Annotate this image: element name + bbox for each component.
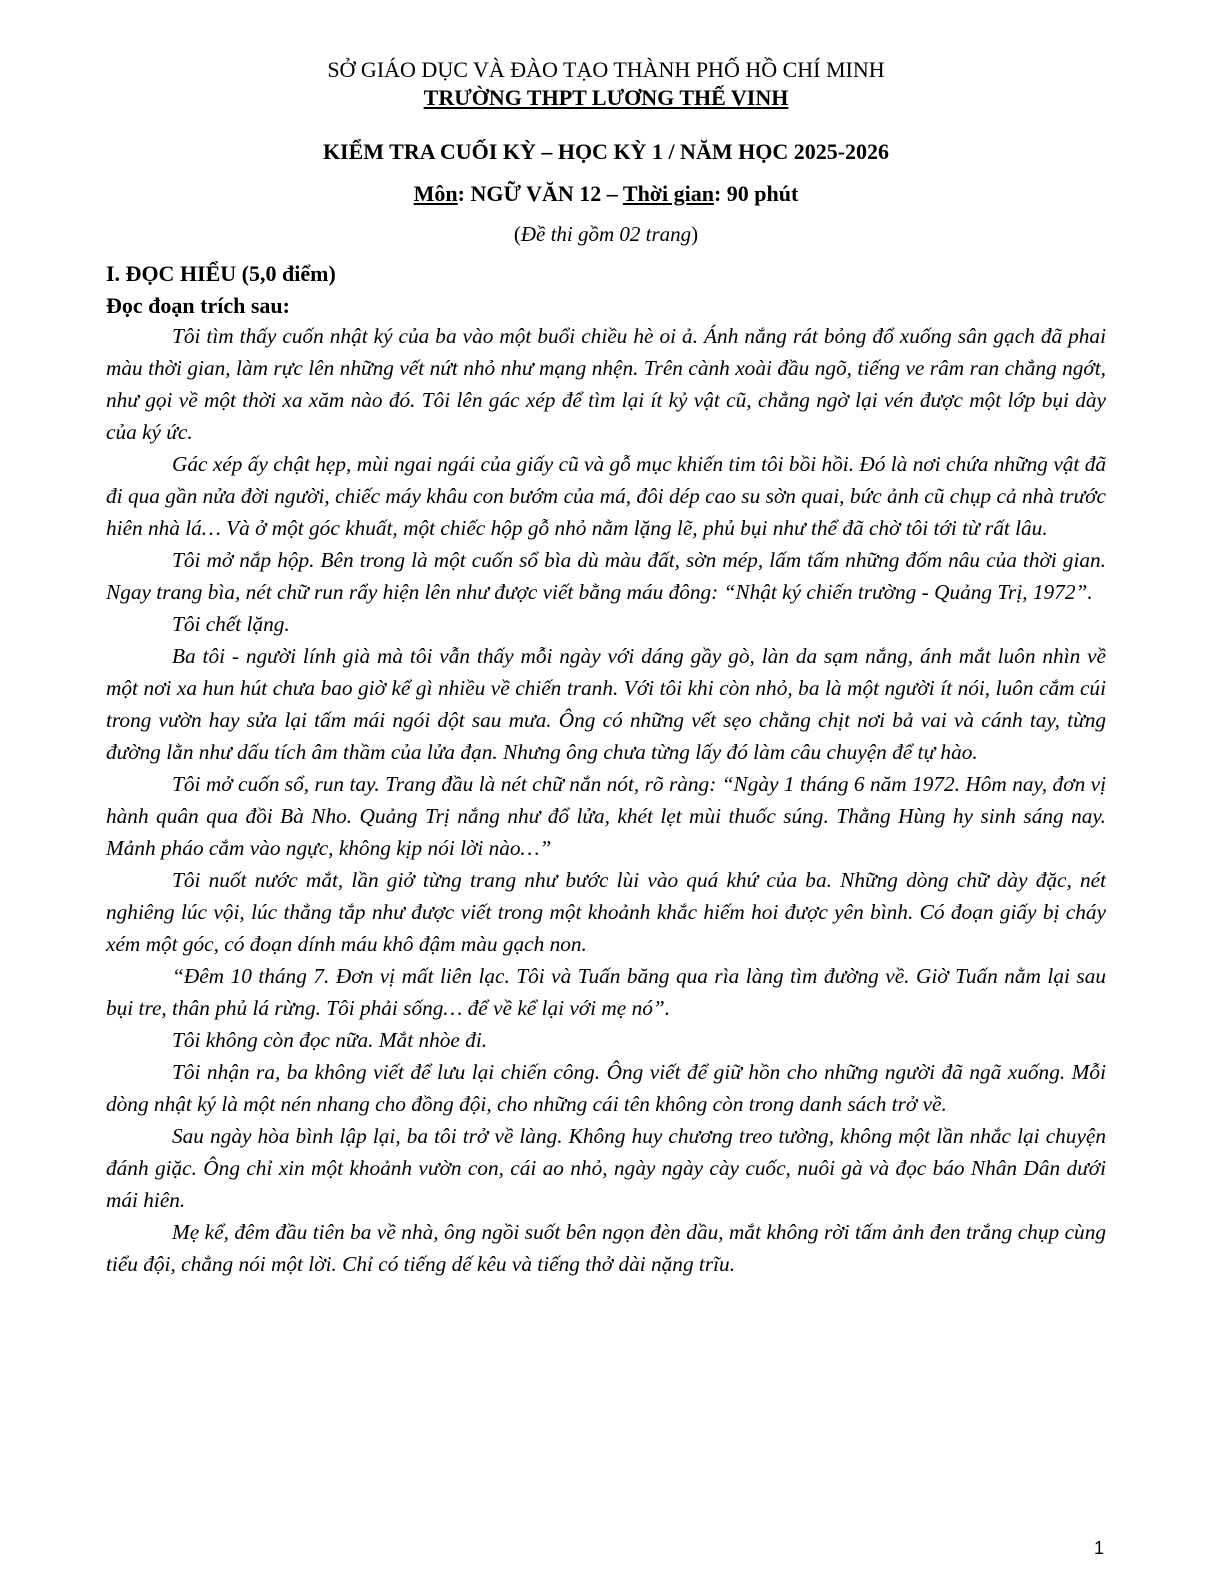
subject-line — [106, 180, 1106, 208]
passage-paragraph: Tôi nhận ra, ba không viết để lưu lại chiến công. Ông viết để giữ hồn cho những người đã ngã xuống. Mỗi dòng nhật ký là một nén nhang cho đồng đội, cho những cái tên không còn trong danh sách trở về. — [106, 1060, 1106, 1116]
section-heading: I. ĐỌC HIỂU (5,0 điểm) — [106, 261, 336, 286]
passage-paragraph: Gác xép ấy chật hẹp, mùi ngai ngái của giấy cũ và gỗ mục khiến tim tôi bồi hồi. Đó là nơi chứa những vật đã đi qua gần nửa đời người, chiếc máy khâu con bướm của má, đôi dép cao su sờn quai, bức ảnh cũ chụp cả nhà trước hiên nhà lá… Và ở một góc khuất, một chiếc hộp gỗ nhỏ nằm lặng lẽ, phủ bụi như thể đã chờ tôi tới từ rất lâu. — [106, 452, 1106, 540]
passage-paragraph: Sau ngày hòa bình lập lại, ba tôi trở về làng. Không huy chương treo tường, không một lần nhắc lại chuyện đánh giặc. Ông chỉ xin một khoảnh vườn con, cái ao nhỏ, ngày ngày cày cuốc, nuôi gà và đọc báo Nhân Dân dưới mái hiên. — [106, 1124, 1106, 1212]
time-label: Thời gian — [622, 181, 714, 206]
reading-instruction: Đọc đoạn trích sau: — [106, 293, 290, 318]
department-name: SỞ GIÁO DỤC VÀ ĐÀO TẠO THÀNH PHỐ HỒ CHÍ MINH — [327, 57, 885, 82]
passage-paragraph: Tôi nuốt nước mắt, lần giở từng trang như bước lùi vào quá khứ của ba. Những dòng chữ dày đặc, nét nghiêng lúc vội, lúc thẳng tắp như được viết trong một khoảnh khắc hiếm hoi được yên bình. Có đoạn giấy bị cháy xém một góc, có đoạn dính máu khô đậm màu gạch non. — [106, 868, 1106, 956]
time-value: : 90 phút — [713, 181, 799, 206]
exam-title: KIỂM TRA CUỐI KỲ – HỌC KỲ 1 / NĂM HỌC 2025-2026 — [322, 139, 890, 164]
reading-passage — [106, 320, 1106, 1280]
passage-paragraph: Ba tôi - người lính già mà tôi vẫn thấy mỗi ngày với dáng gầy gò, làn da sạm nắng, ánh mắt luôn nhìn về một nơi xa hun hút chưa bao giờ kể gì nhiều về chiến tranh. Với tôi khi còn nhỏ, ba là một người ít nói, luôn cắm cúi trong vườn hay sửa lại tấm mái ngói dột sau mưa. Ông có những vết sẹo chằng chịt nơi bả vai và cánh tay, từng đường lằn như dấu tích âm thầm của lửa đạn. Nhưng ông chưa từng lấy đó làm câu chuyện để tự hào. — [106, 644, 1106, 764]
passage-paragraph: Tôi chết lặng. — [172, 612, 290, 636]
note-open-paren: ( — [513, 222, 521, 246]
passage-paragraph: Tôi mở nắp hộp. Bên trong là một cuốn sổ bìa dù màu đất, sờn mép, lấm tấm những đốm nâu của thời gian. Ngay trang bìa, nét chữ run rẩy hiện lên như được viết bằng máu đông: “Nhật ký chiến trường - Quảng Trị, 1972”. — [106, 548, 1106, 604]
subject-value: : NGỮ VĂN 12 – — [457, 181, 623, 206]
page-number: 1 — [1094, 1538, 1105, 1558]
school-name: TRƯỜNG THPT LƯƠNG THẾ VINH — [423, 85, 789, 110]
passage-paragraph: Tôi không còn đọc nữa. Mắt nhòe đi. — [172, 1028, 488, 1052]
subject-label: Môn — [413, 181, 458, 206]
passage-paragraph: Tôi tìm thấy cuốn nhật ký của ba vào một buổi chiều hè oi ả. Ánh nắng rát bỏng đổ xuống sân gạch đã phai màu thời gian, làm rực lên những vết nứt nhỏ như mạng nhện. Trên cành xoài đầu ngõ, tiếng ve râm ran chẳng ngớt, như gọi về một thời xa xăm nào đó. Tôi lên gác xép để tìm lại ít kỷ vật cũ, chẳng ngờ lại vén được một lớp bụi dày của ký ức. — [106, 324, 1106, 444]
exam-page — [106, 56, 1106, 1280]
passage-paragraph: Mẹ kể, đêm đầu tiên ba về nhà, ông ngồi suốt bên ngọn đèn dầu, mắt không rời tấm ảnh đen trắng chụp cùng tiểu đội, chẳng nói một lời. Chỉ có tiếng dế kêu và tiếng thở dài nặng trĩu. — [106, 1220, 1106, 1276]
passage-paragraph: “Đêm 10 tháng 7. Đơn vị mất liên lạc. Tôi và Tuấn băng qua rìa làng tìm đường về. Giờ Tuấn nằm lại sau bụi tre, thân phủ lá rừng. Tôi phải sống… để về kể lại với mẹ nó”. — [106, 964, 1106, 1020]
note-text: Đề thi gồm 02 trang — [520, 222, 692, 246]
passage-paragraph: Tôi mở cuốn sổ, run tay. Trang đầu là nét chữ nắn nót, rõ ràng: “Ngày 1 tháng 6 năm 1972. Hôm nay, đơn vị hành quân qua đồi Bà Nho. Quảng Trị nắng như đổ lửa, khét lẹt mùi thuốc súng. Thằng Hùng hy sinh sáng nay. Mảnh pháo cắm vào ngực, không kịp nói lời nào…” — [106, 772, 1106, 860]
note-close-paren: ) — [691, 222, 699, 246]
page-count-note — [106, 220, 1106, 248]
